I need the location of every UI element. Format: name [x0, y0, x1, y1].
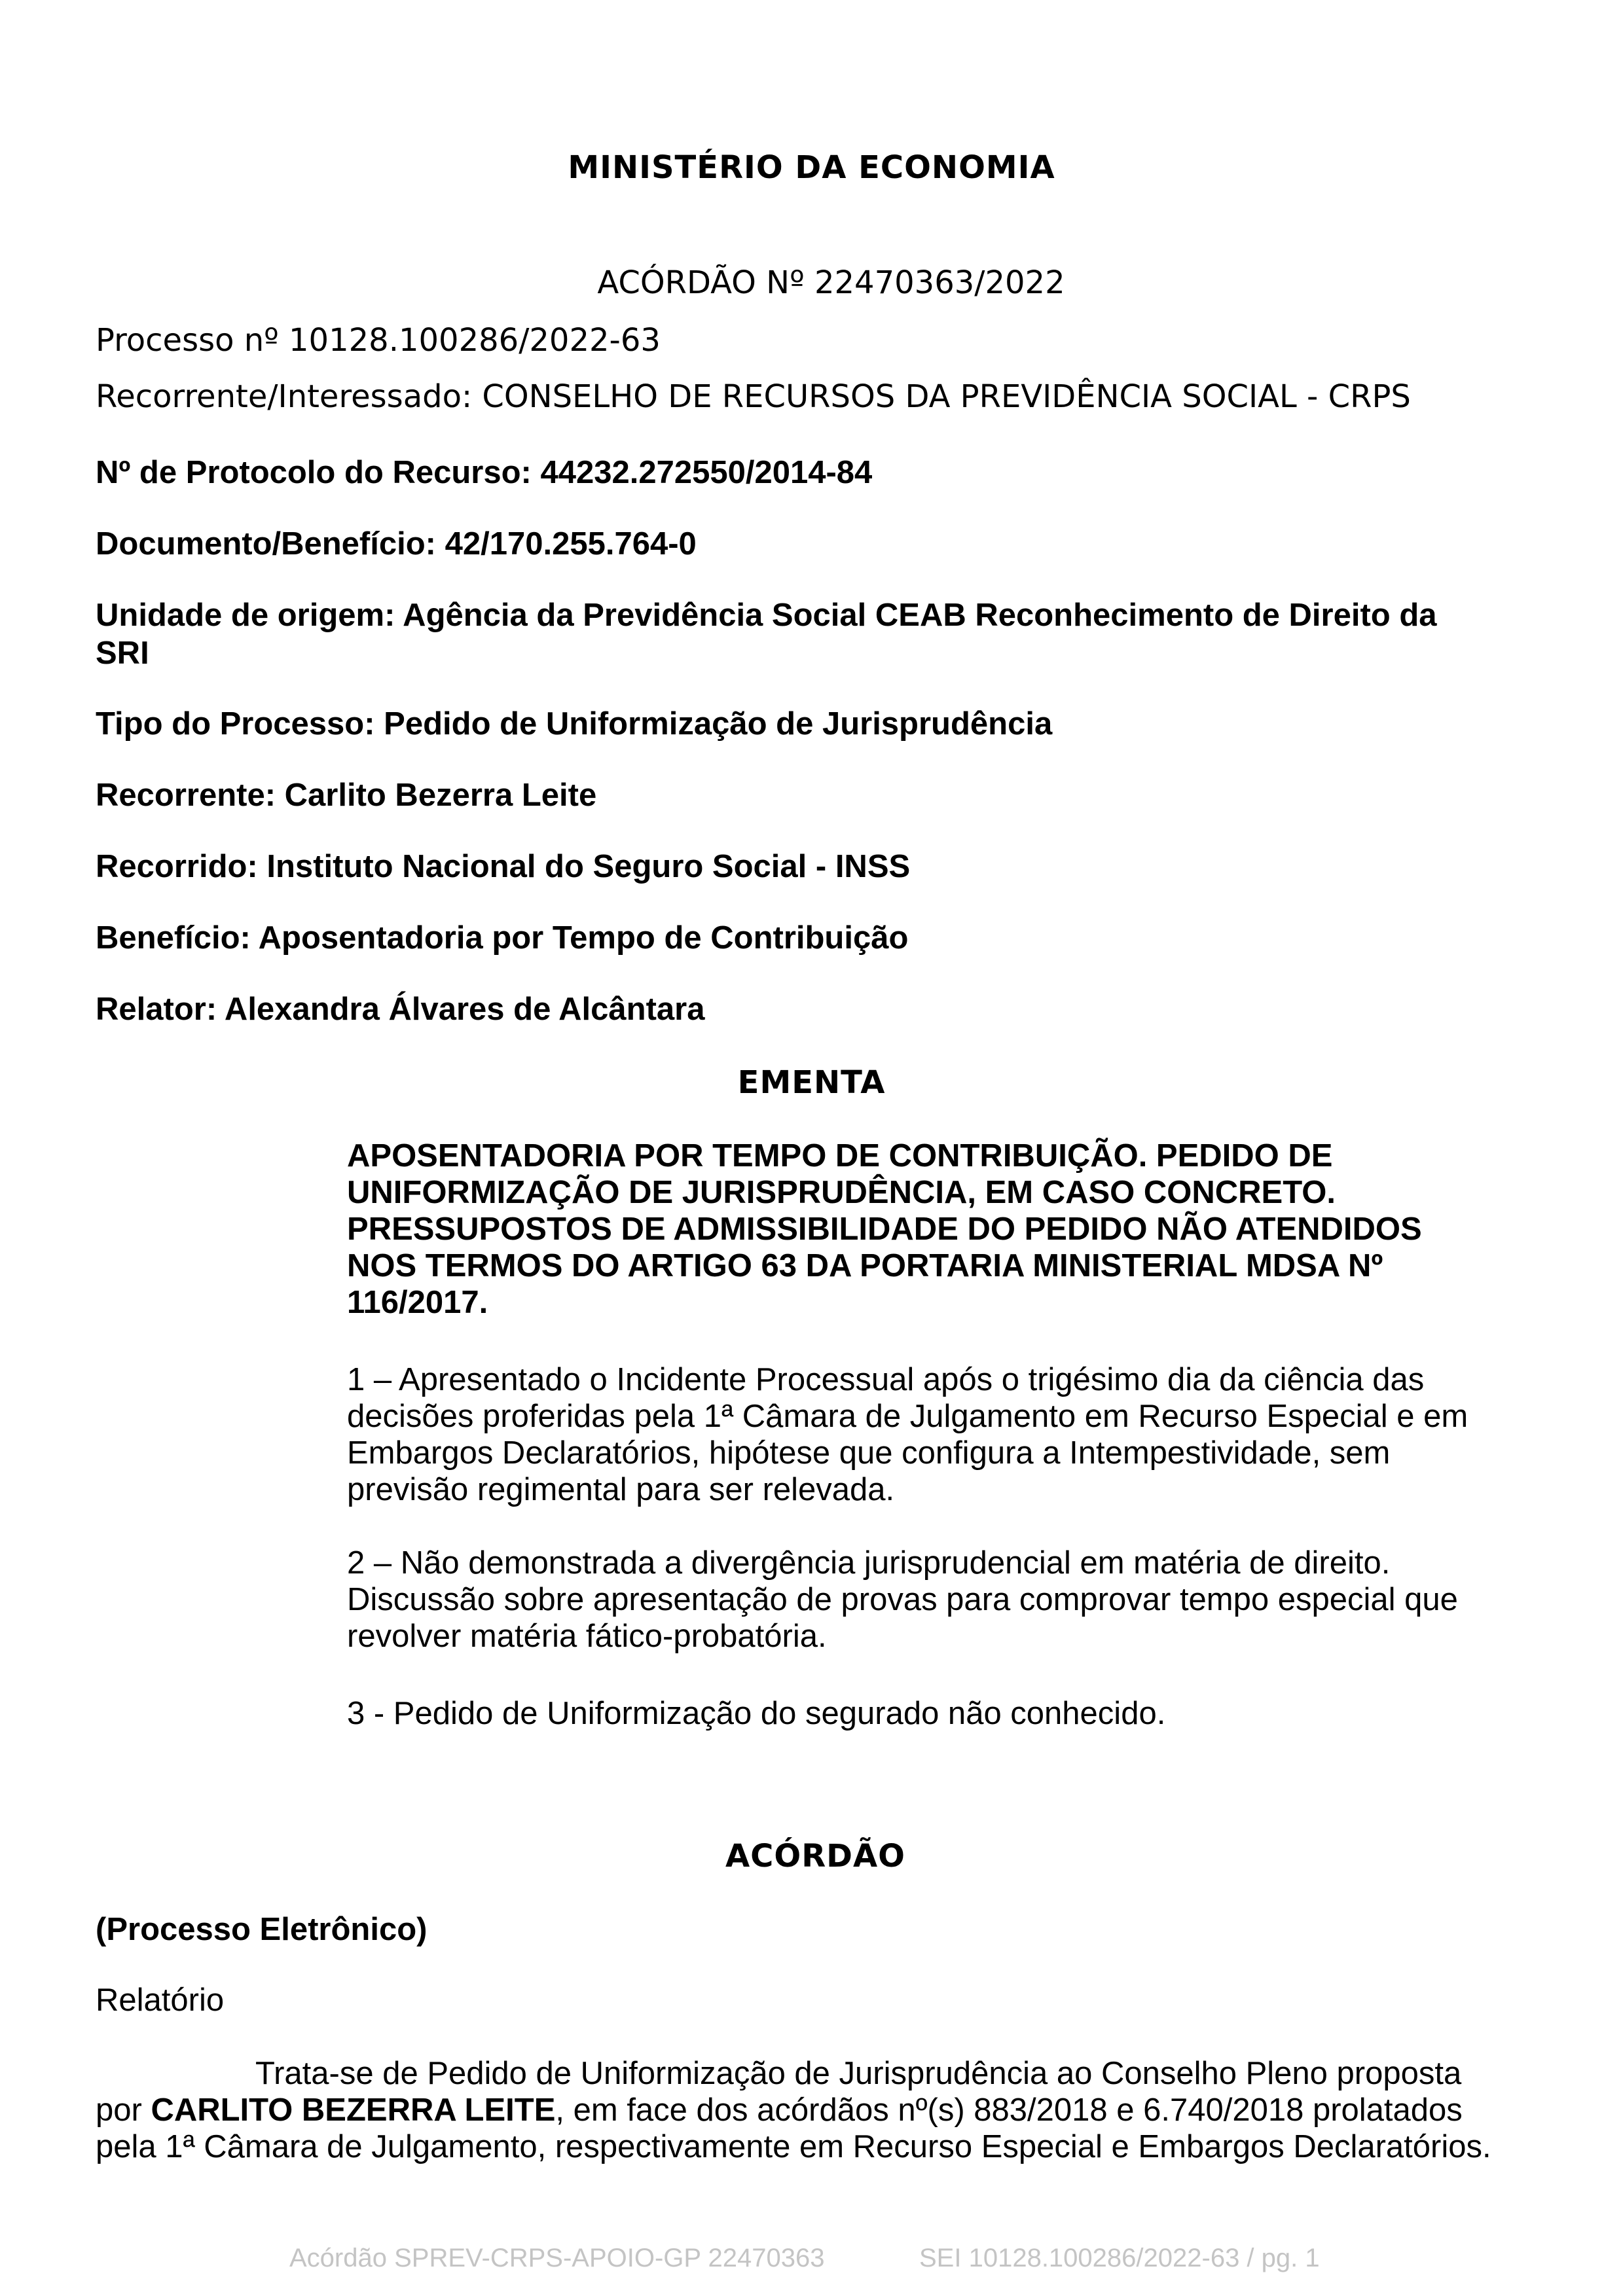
ementa-title: EMENTA [737, 1064, 886, 1101]
relatorio-line: Trata-se de Pedido de Uniformização de Jurisprudência ao Conselho Pleno proposta [255, 2056, 1462, 2091]
ementa-item-line: 1 – Apresentado o Incidente Processual após o trigésimo dia da ciência das [347, 1362, 1425, 1397]
recorrente-name: CARLITO BEZERRA LEITE [151, 2092, 556, 2128]
footer-right: SEI 10128.100286/2022-63 / pg. 1 [919, 2244, 1320, 2272]
unidade-origem-line1: Unidade de origem: Agência da Previdência Social CEAB Reconhecimento de Direito da [96, 598, 1437, 633]
acordao-number: ACÓRDÃO Nº 22470363/2022 [597, 264, 1065, 301]
ementa-item-line: decisões proferidas pela 1ª Câmara de Julgamento em Recurso Especial e em [347, 1399, 1468, 1434]
relatorio-text: por [96, 2092, 151, 2128]
ementa-item-3: 3 - Pedido de Uniformização do segurado não conhecido. [347, 1696, 1166, 1731]
processo-eletronico: (Processo Eletrônico) [96, 1912, 428, 1947]
tipo-processo-field: Tipo do Processo: Pedido de Uniformização de Jurisprudência [96, 706, 1053, 742]
relatorio-heading: Relatório [96, 1982, 225, 2018]
ementa-item-line: previsão regimental para ser relevada. [347, 1472, 895, 1507]
recorrente-interessado: Recorrente/Interessado: CONSELHO DE RECURSOS DA PREVIDÊNCIA SOCIAL - CRPS [96, 378, 1411, 415]
ementa-item-2 [347, 1545, 1539, 1655]
footer-left: Acórdão SPREV-CRPS-APOIO-GP 22470363 [289, 2244, 825, 2272]
relatorio-line [96, 2092, 1463, 2128]
ementa-summary-line: UNIFORMIZAÇÃO DE JURISPRUDÊNCIA, EM CASO CONCRETO. [347, 1175, 1336, 1210]
beneficio-field: Benefício: Aposentadoria por Tempo de Contribuição [96, 920, 909, 956]
protocolo-field: Nº de Protocolo do Recurso: 44232.272550/2014-84 [96, 455, 873, 490]
processo-number: Processo nº 10128.100286/2022-63 [96, 322, 661, 359]
ementa-item-line: Embargos Declaratórios, hipótese que configura a Intempestividade, sem [347, 1435, 1391, 1471]
ementa-summary-line: NOS TERMOS DO ARTIGO 63 DA PORTARIA MINISTERIAL MDSA Nº [347, 1248, 1383, 1283]
recorrente-field: Recorrente: Carlito Bezerra Leite [96, 778, 597, 813]
ementa-item-line: Discussão sobre apresentação de provas para comprovar tempo especial que [347, 1582, 1458, 1617]
unidade-origem-line2: SRI [96, 636, 149, 671]
relator-field: Relator: Alexandra Álvares de Alcântara [96, 992, 705, 1027]
ministry-title: MINISTÉRIO DA ECONOMIA [568, 149, 1055, 186]
ementa-summary [347, 1138, 1539, 1321]
ementa-item-1 [347, 1361, 1539, 1508]
documento-field: Documento/Benefício: 42/170.255.764-0 [96, 526, 697, 562]
acordao-title: ACÓRDÃO [725, 1838, 905, 1874]
ementa-summary-line: APOSENTADORIA POR TEMPO DE CONTRIBUIÇÃO. PEDIDO DE [347, 1138, 1333, 1174]
ementa-item-line: 2 – Não demonstrada a divergência jurisprudencial em matéria de direito. [347, 1545, 1391, 1581]
ementa-item-line: revolver matéria fático-probatória. [347, 1619, 827, 1654]
recorrido-field: Recorrido: Instituto Nacional do Seguro Social - INSS [96, 849, 911, 884]
ementa-summary-line: 116/2017. [347, 1285, 488, 1320]
ementa-summary-line: PRESSUPOSTOS DE ADMISSIBILIDADE DO PEDIDO NÃO ATENDIDOS [347, 1211, 1422, 1247]
relatorio-text: , em face dos acórdãos nº(s) 883/2018 e 6.740/2018 prolatados [555, 2092, 1463, 2128]
relatorio-line: pela 1ª Câmara de Julgamento, respectivamente em Recurso Especial e Embargos Declaratórios. [96, 2129, 1491, 2164]
